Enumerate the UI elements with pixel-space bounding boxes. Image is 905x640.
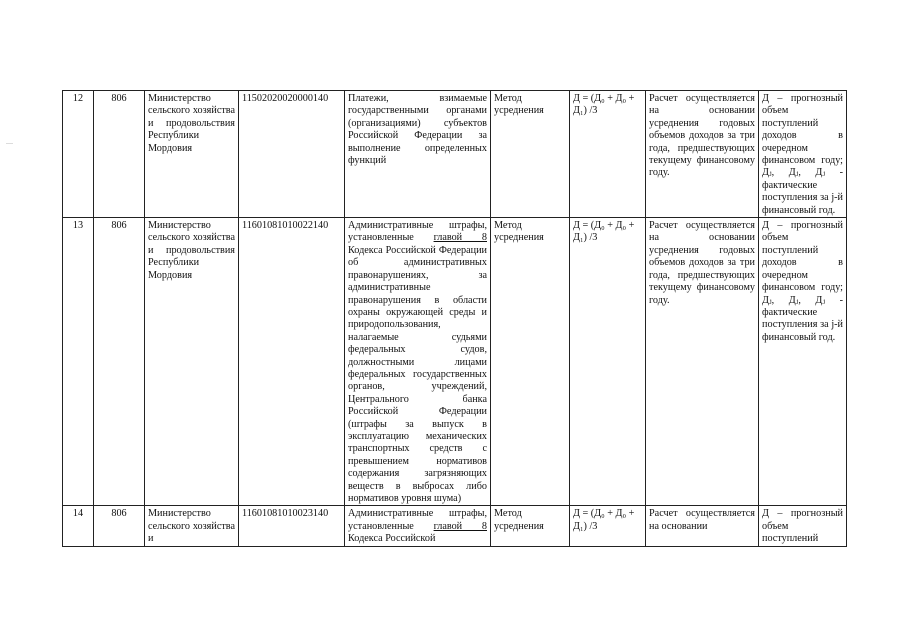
admin-code: 806	[94, 506, 145, 547]
revenue-name-text: Административные штрафы, установленные	[348, 220, 487, 244]
table-row	[63, 91, 847, 218]
row-number: 13	[63, 218, 94, 506]
side-mark: —	[6, 140, 13, 147]
revenue-name	[345, 506, 491, 547]
calc-description: Расчет осуществляется на основании усреднения годовых объемов доходов за три года, предшествующих текущему финансовому году.	[646, 91, 759, 218]
ministry-name: Министерство сельского хозяйства и продовольствия Республики Мордовия	[145, 91, 239, 218]
table-row	[63, 506, 847, 547]
method: Метод усреднения	[491, 91, 570, 218]
revenue-forecast-table	[62, 90, 847, 547]
calc-description: Расчет осуществляется на основании усреднения годовых объемов доходов за три года, предшествующих текущему финансовому году.	[646, 218, 759, 506]
revenue-name-text: Платежи, взимаемые государственными органами (организациями) субъектов Российской Федерации за выполнение определенных функций	[348, 93, 487, 167]
formula-legend: Д – прогнозный объем поступлений доходов в очередном финансовом году; Дⱼ, Дⱼ, Дⱼ - фактические поступления за j-й финансовый год.	[759, 218, 847, 506]
method: Метод усреднения	[491, 506, 570, 547]
revenue-name	[345, 91, 491, 218]
ministry-name: Министерство сельского хозяйства и продовольствия Республики Мордовия	[145, 218, 239, 506]
formula: Д = (Д₀ + Д₀ + Д₁) /3	[570, 218, 646, 506]
formula-legend: Д – прогнозный объем поступлений	[759, 506, 847, 547]
chapter-link[interactable]: главой 8	[433, 232, 487, 244]
admin-code: 806	[94, 218, 145, 506]
formula: Д = (Д₀ + Д₀ + Д₁) /3	[570, 506, 646, 547]
formula: Д = (Д₀ + Д₀ + Д₁) /3	[570, 91, 646, 218]
method: Метод усреднения	[491, 218, 570, 506]
revenue-name-text: Административные штрафы, установленные	[348, 508, 487, 532]
revenue-name-text: Кодекса Российской	[348, 533, 436, 545]
table-row	[63, 218, 847, 506]
ministry-name: Министерство сельского хозяйства и	[145, 506, 239, 547]
calc-description: Расчет осуществляется на основании	[646, 506, 759, 547]
chapter-link[interactable]: главой 8	[433, 520, 487, 532]
row-number: 14	[63, 506, 94, 547]
formula-legend: Д – прогнозный объем поступлений доходов в очередном финансовом году; Дⱼ, Дⱼ, Дⱼ - фактические поступления за j-й финансовый год.	[759, 91, 847, 218]
budget-code: 11601081010023140	[239, 506, 345, 547]
revenue-name-text: Кодекса Российской Федерации об административных правонарушениях, за административные правонарушения в области охраны окружающей среды и природопользования, налагаемые судьями федеральных судов, должностными лицами федеральных государственных органов, учреждений, Центрального банка Российской Федерации (штрафы за выпуск в эксплуатацию механических транспортных средств с превышением нормативов содержания загрязняющих веществ в выбросах либо нормативов уровня шума)	[348, 244, 487, 504]
revenue-name	[345, 218, 491, 506]
budget-code: 11502020020000140	[239, 91, 345, 218]
budget-code: 11601081010022140	[239, 218, 345, 506]
admin-code: 806	[94, 91, 145, 218]
row-number: 12	[63, 91, 94, 218]
